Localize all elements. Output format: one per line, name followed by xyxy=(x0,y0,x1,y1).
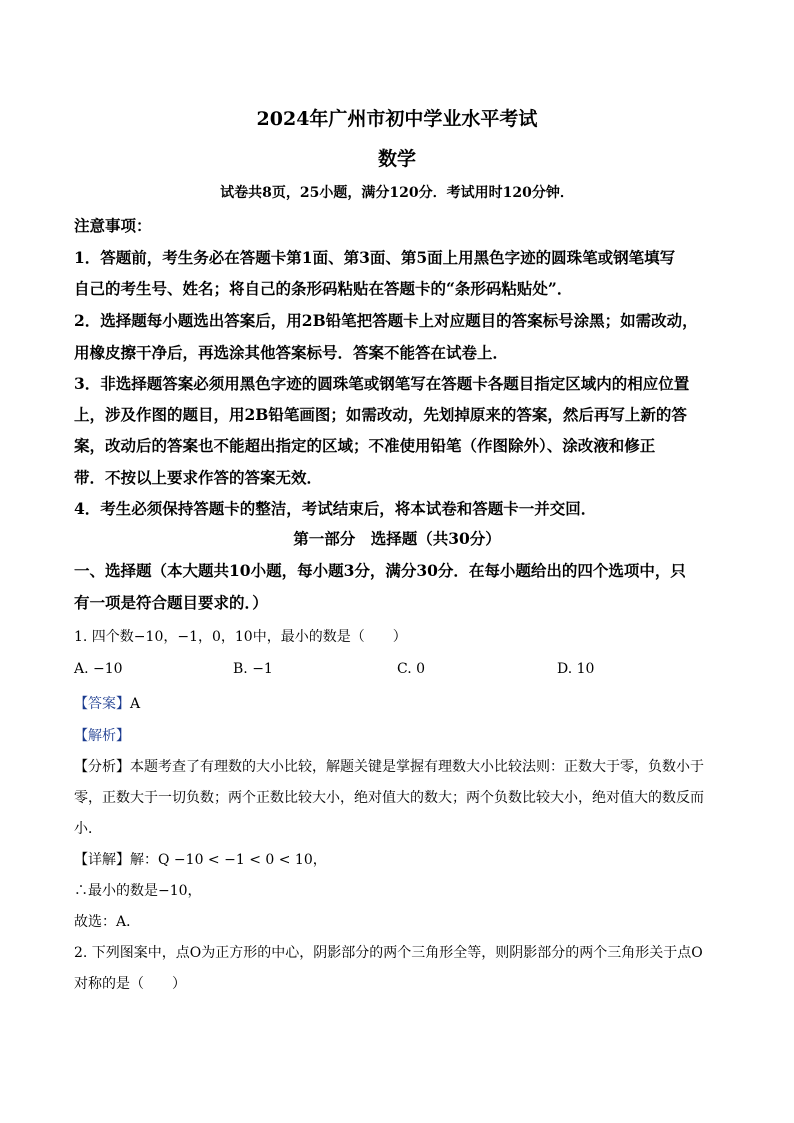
notice-line: 带．不按以上要求作答的答案无效． xyxy=(74,468,323,487)
notice-line: 3．非选择题答案必须用黑色字迹的圆珠笔或钢笔写在答题卡各题目指定区域内的相应位置 xyxy=(74,374,690,393)
analysis-line: 零，正数大于一切负数；两个正数比较大小，绝对值大的数大；两个负数比较大小，绝对值大的数反而 xyxy=(74,790,704,806)
notice-line: 自己的考生号、姓名；将自己的条形码粘贴在答题卡的“条形码粘贴处”． xyxy=(74,279,573,298)
answer-value: A xyxy=(130,696,141,712)
detail-line: 故选：A． xyxy=(74,914,141,930)
detail-text: 解：Q −10 < −1 < 0 < 10， xyxy=(130,852,327,868)
question-2-stem: 对称的是（ ） xyxy=(74,976,186,992)
question-1-option-d: D. 10 xyxy=(557,661,595,677)
detail-line: ∴最小的数是−10， xyxy=(74,883,202,899)
exam-meta: 试卷共8页，25小题，满分120分．考试用时120分钟． xyxy=(220,185,574,201)
detail-label: 【详解】 xyxy=(74,852,130,868)
notice-heading: 注意事项： xyxy=(74,216,152,235)
question-2-stem: 2. 下列图案中，点O为正方形的中心，阴影部分的两个三角形全等，则阴影部分的两个三角形关于点O xyxy=(74,945,703,961)
answer-tag: 【答案】 xyxy=(74,696,130,712)
analysis-text: 本题考查了有理数的大小比较，解题关键是掌握有理数大小比较法则：正数大于零，负数小于 xyxy=(130,759,704,775)
section-instructions: 一、选择题（本大题共10小题，每小题3分，满分30分．在每小题给出的四个选项中，只 xyxy=(74,561,686,580)
notice-line: 2．选择题每小题选出答案后，用2B铅笔把答题卡上对应题目的答案标号涂黑；如需改动， xyxy=(74,311,698,330)
question-1-option-c: C. 0 xyxy=(397,661,426,677)
detail-line xyxy=(74,849,720,869)
answer-row xyxy=(74,693,720,713)
question-1-option-a: A. −10 xyxy=(74,661,123,677)
notice-line: 案，改动后的答案也不能超出指定的区域；不准使用铅笔（作图除外）、涂改液和修正 xyxy=(74,436,656,455)
notice-line: 1．答题前，考生务必在答题卡第1面、第3面、第5面上用黑色字迹的圆珠笔或钢笔填写 xyxy=(74,248,676,267)
page-title: 2024年广州市初中学业水平考试 xyxy=(256,108,538,130)
notice-line: 4．考生必须保持答题卡的整洁，考试结束后，将本试卷和答题卡一并交回． xyxy=(74,499,597,518)
analysis-label: 【分析】 xyxy=(74,759,130,775)
analysis-line xyxy=(74,756,720,776)
notice-line: 用橡皮擦干净后，再选涂其他答案标号．答案不能答在试卷上． xyxy=(74,343,509,362)
question-1-stem: 1. 四个数−10，−1，0，10中，最小的数是（ ） xyxy=(74,629,407,645)
part-heading: 第一部分 选择题（共30分） xyxy=(293,529,501,548)
analysis-line: 小． xyxy=(74,821,102,837)
question-1-option-b: B. −1 xyxy=(233,661,273,677)
subject-title: 数学 xyxy=(377,148,416,170)
section-instructions: 有一项是符合题目要求的．） xyxy=(74,593,268,612)
analysis-tag: 【解析】 xyxy=(74,728,130,744)
notice-line: 上，涉及作图的题目，用2B铅笔画图；如需改动，先划掉原来的答案，然后再写上新的答 xyxy=(74,405,687,424)
